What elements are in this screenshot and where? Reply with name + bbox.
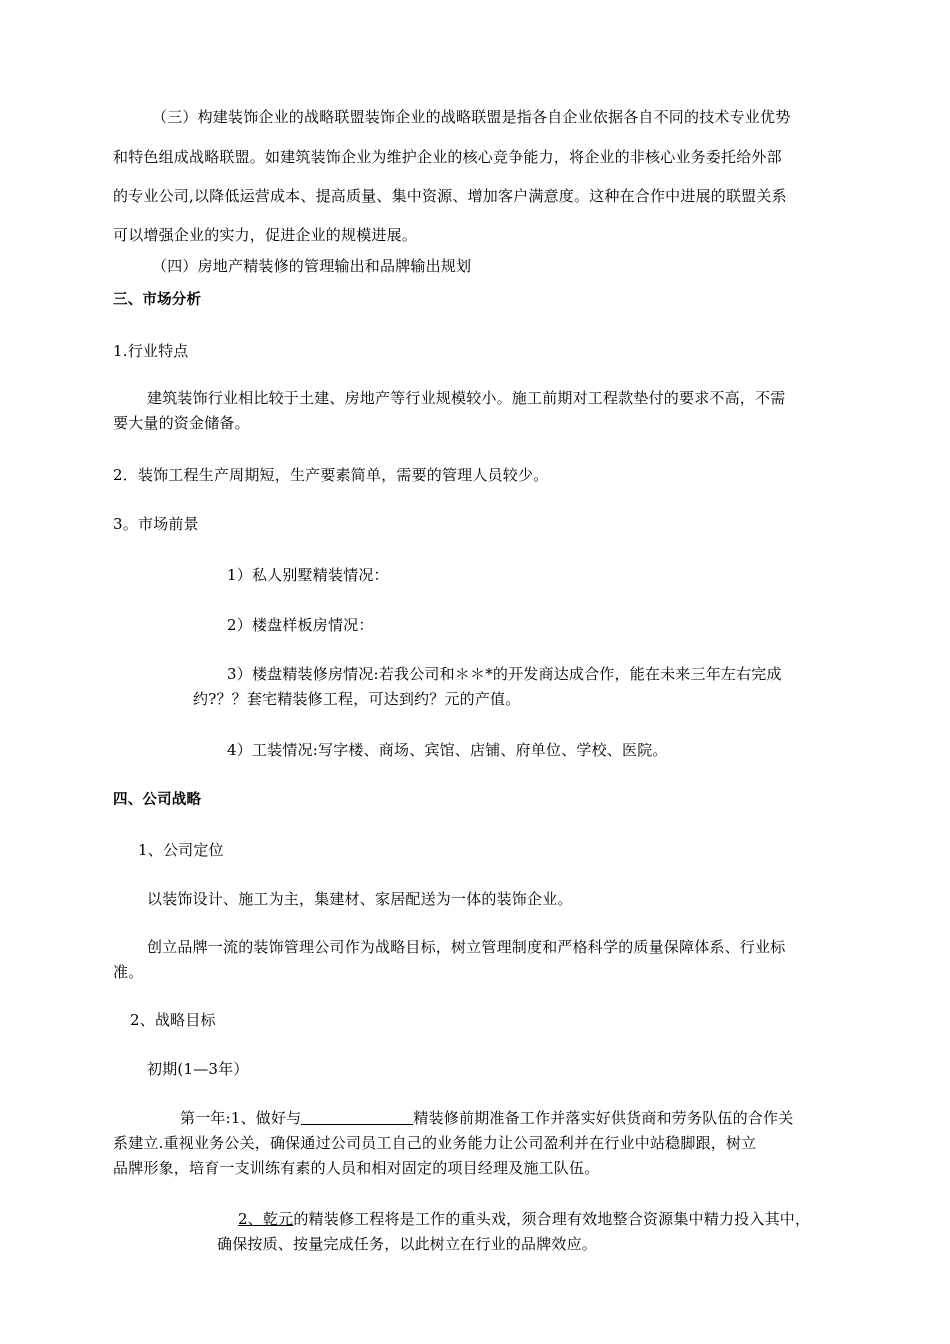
subheading-positioning: 1、公司定位 bbox=[138, 841, 224, 859]
qianyuan-line2: 确保按质、按量完成任务，以此树立在行业的品牌效应。 bbox=[217, 1235, 598, 1253]
para-positioning: 以装饰设计、施工为主，集建材、家居配送为一体的装饰企业。 bbox=[147, 890, 573, 908]
para-industry-line2: 要大量的资金储备。 bbox=[113, 414, 250, 432]
para-goal-line1: 创立品牌一流的装饰管理公司作为战略目标，树立管理制度和严格科学的质量保障体系、行业标 bbox=[147, 938, 786, 956]
para-alliance-line2: 和特色组成战略联盟。如建筑装饰企业为维护企业的核心竞争能力，将企业的非核心业务委托给外部 bbox=[113, 148, 782, 166]
para-alliance-line3: 的专业公司,以降低运营成本、提高质量、集中资源、增加客户满意度。这种在合作中进展的联盟关系 bbox=[113, 187, 787, 205]
qianyuan-line1 bbox=[238, 1209, 810, 1229]
section-heading-market: 三、市场分析 bbox=[113, 292, 202, 308]
subheading-objectives: 2、战略目标 bbox=[130, 1011, 216, 1029]
market-item-showroom: 2）楼盘样板房情况： bbox=[227, 616, 374, 634]
year-one-line3: 品牌形象，培育一支训练有素的人员和相对固定的项目经理及施工队伍。 bbox=[113, 1159, 600, 1177]
market-item-finished-line2: 约?？？套宅精装修工程，可达到约？元的产值。 bbox=[193, 690, 521, 708]
phase-initial: 初期(1—3年） bbox=[147, 1060, 249, 1078]
para-industry-line1: 建筑装饰行业相比较于土建、房地产等行业规模较小。施工前期对工程款垫付的要求不高，不需 bbox=[147, 389, 786, 407]
market-item-commercial: 4）工装情况:写字楼、商场、宾馆、店铺、府单位、学校、医院。 bbox=[227, 741, 668, 759]
para-alliance-line4: 可以增强企业的实力，促进企业的规模进展。 bbox=[113, 226, 418, 244]
year-one-line1 bbox=[180, 1108, 793, 1128]
para-brand-output: （四）房地产精装修的管理输出和品牌输出规划 bbox=[152, 257, 472, 275]
qianyuan-underlined: 2、乾元 bbox=[238, 1210, 294, 1228]
year-one-line2: 系建立.重视业务公关，确保通过公司员工自己的业务能力让公司盈利并在行业中站稳脚跟，树立 bbox=[113, 1134, 757, 1152]
subheading-prospect: 3。市场前景 bbox=[113, 515, 199, 533]
market-item-villa: 1）私人别墅精装情况： bbox=[227, 566, 389, 584]
subheading-industry: 1.行业特点 bbox=[113, 342, 189, 360]
qianyuan-rest: 的精装修工程将是工作的重头戏，须合理有效地整合资源集中精力投入其中， bbox=[293, 1210, 811, 1228]
item-cycle: 2．装饰工程生产周期短，生产要素简单，需要的管理人员较少。 bbox=[113, 466, 549, 484]
market-item-finished-line1: 3）楼盘精装修房情况:若我公司和＊＊*的开发商达成合作，能在未来三年左右完成 bbox=[227, 665, 782, 683]
year-one-cont: 精装修前期准备工作并落实好供货商和劳务队伍的合作关 bbox=[413, 1109, 794, 1127]
para-alliance-line1: （三）构建装饰企业的战略联盟装饰企业的战略联盟是指各自企业依据各自不同的技术专业优势 bbox=[152, 108, 791, 126]
section-heading-strategy: 四、公司战略 bbox=[113, 792, 202, 808]
para-goal-line2: 准。 bbox=[113, 963, 144, 981]
year-one-lead: 第一年:1、做好与 bbox=[180, 1109, 302, 1127]
fill-blank bbox=[301, 1110, 413, 1125]
